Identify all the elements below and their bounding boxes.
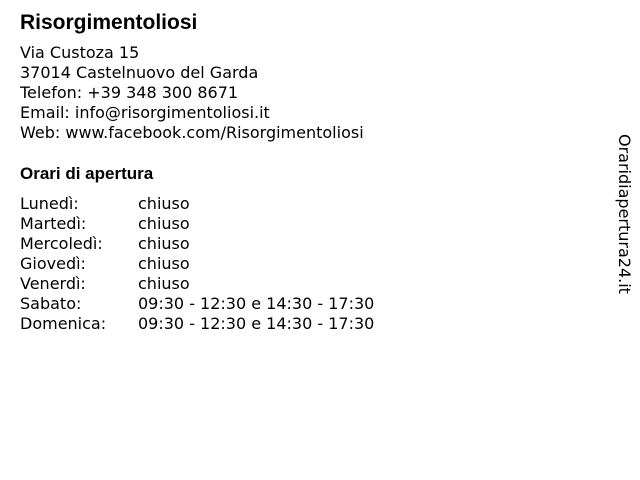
hours-time-value: chiuso — [138, 234, 190, 253]
opening-hours-table — [20, 194, 374, 334]
street-address: Via Custoza 15 — [20, 43, 140, 62]
hours-row-monday — [20, 194, 374, 214]
hours-time-value: chiuso — [138, 194, 190, 213]
hours-time-value: chiuso — [138, 274, 190, 293]
hours-row-wednesday — [20, 234, 374, 254]
business-name: Risorgimentoliosi — [20, 11, 198, 34]
hours-day-label: Mercoledì: — [20, 234, 103, 253]
address-block — [20, 43, 364, 143]
hours-row-thursday — [20, 254, 374, 274]
hours-time-value: chiuso — [138, 214, 190, 233]
site-watermark: Oraridiapertura24.it — [615, 134, 634, 294]
hours-day-label: Sabato: — [20, 294, 82, 313]
hours-day-label: Venerdì: — [20, 274, 86, 293]
hours-day-label: Giovedì: — [20, 254, 86, 273]
hours-time-value: 09:30 - 12:30 e 14:30 - 17:30 — [138, 314, 375, 333]
opening-hours-heading: Orari di apertura — [20, 164, 154, 183]
hours-time-value: chiuso — [138, 254, 190, 273]
hours-day-label: Lunedì: — [20, 194, 79, 213]
city-address: 37014 Castelnuovo del Garda — [20, 63, 259, 82]
phone-line: Telefon: +39 348 300 8671 — [20, 83, 239, 102]
hours-row-saturday — [20, 294, 374, 314]
hours-day-label: Domenica: — [20, 314, 107, 333]
hours-day-label: Martedì: — [20, 214, 87, 233]
email-line: Email: info@risorgimentoliosi.it — [20, 103, 270, 122]
hours-time-value: 09:30 - 12:30 e 14:30 - 17:30 — [138, 294, 375, 313]
hours-row-sunday — [20, 314, 374, 334]
hours-row-friday — [20, 274, 374, 294]
web-line: Web: www.facebook.com/Risorgimentoliosi — [20, 123, 364, 142]
hours-row-tuesday — [20, 214, 374, 234]
